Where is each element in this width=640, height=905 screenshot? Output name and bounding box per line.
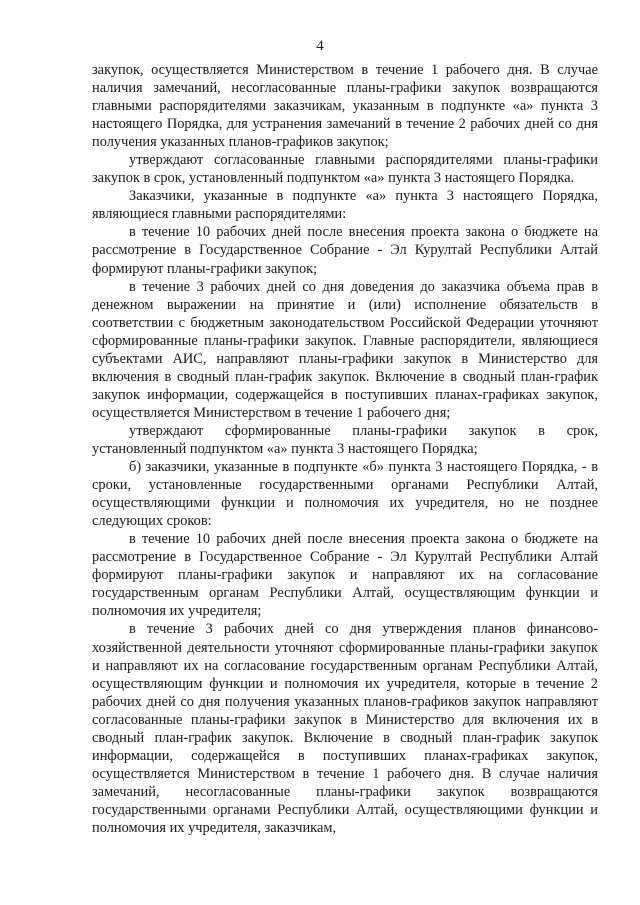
paragraph: в течение 3 рабочих дней со дня доведения до заказчика объема прав в денежном выражении на принятие и (или) исполнение обязательств в соответствии с бюджетным законодательством Российской Федерации уточняют сформированные планы-графики закупок. Главные распорядители, являющиеся субъектами АИС, направляют планы-графики закупок в Министерство для включения в сводный план-график закупок. Включение в сводный план-график закупок информации, содержащейся в поступивших планах-графиках закупок, осуществляется Министерством в течение 1 рабочего дня; <box>92 278 598 421</box>
page-number: 4 <box>316 38 324 54</box>
paragraph-continuation: закупок, осуществляется Министерством в течение 1 рабочего дня. В случае наличия замечаний, несогласованные планы-графики закупок возвращаются главными распорядителями заказчикам, указанным в подпункте «а» пункта 3 настоящего Порядка, для устранения замечаний в течение 2 рабочих дней со дня получения указанных планов-графиков закупок; <box>92 62 598 151</box>
paragraph: утверждают согласованные главными распорядителями планы-графики закупок в срок, установленный подпунктом «а» пункта 3 настоящего Порядка. <box>92 152 598 187</box>
paragraph: утверждают сформированные планы-графики закупок в срок, установленный подпунктом «а» пункта 3 настоящего Порядка; <box>92 422 598 457</box>
paragraph: в течение 3 рабочих дней со дня утверждения планов финансово-хозяйственной деятельности уточняют сформированные планы-графики закупок и направляют их на согласование государственным органам Республики Алтай, осуществляющим функции и полномочия их учредителя, которые в течение 2 рабочих дней со дня получения указанных планов-графиков закупок направляют согласованные планы-графики закупок в Министерство для включения их в сводный план-график закупок. Включение в сводный план-график закупок информации, содержащейся в поступивших планах-графиках закупок, осуществляется Министерством в течение 1 рабочего дня. В случае наличия замечаний, несогласованные планы-графики закупок возвращаются государственными органами Республики Алтай, осуществляющими функции и полномочия их учредителя, заказчикам, <box>92 621 598 836</box>
paragraph: в течение 10 рабочих дней после внесения проекта закона о бюджете на рассмотрение в Государственное Собрание - Эл Курултай Республики Алтай формируют планы-графики закупок и направляют их на согласование государственным органам Республики Алтай, осуществляющим функции и полномочия их учредителя; <box>92 531 598 620</box>
document-body <box>92 61 598 837</box>
paragraph: б) заказчики, указанные в подпункте «б» пункта 3 настоящего Порядка, - в сроки, установленные государственными органами Республики Алтай, осуществляющими функции и полномочия их учредителя, но не позднее следующих сроков: <box>92 459 598 530</box>
paragraph: в течение 10 рабочих дней после внесения проекта закона о бюджете на рассмотрение в Государственное Собрание - Эл Курултай Республики Алтай формируют планы-графики закупок; <box>92 224 598 277</box>
paragraph: Заказчики, указанные в подпункте «а» пункта 3 настоящего Порядка, являющиеся главными распорядителями: <box>92 188 598 223</box>
